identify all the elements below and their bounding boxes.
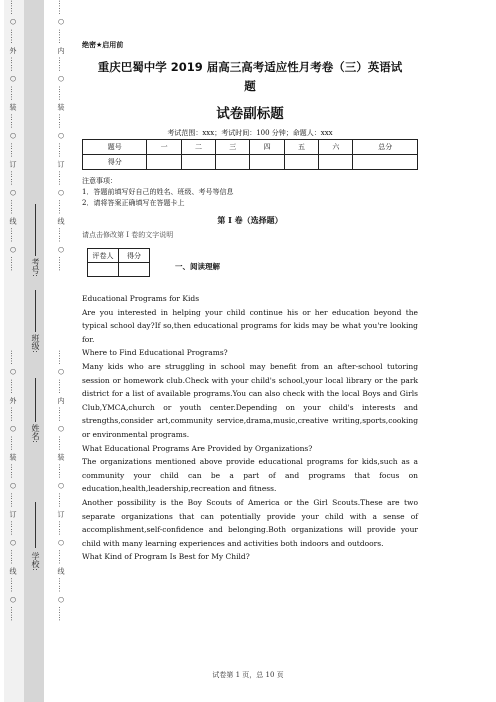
score-table-header-row	[83, 140, 418, 155]
reviewer-cell[interactable]	[88, 263, 119, 277]
passage-heading: What Educational Programs Are Provided by Organizations?	[82, 443, 313, 453]
passage-paragraph: Are you interested in helping your child continue his or her education beyond the typical school day?If so,then educational programs for kids may be what you're looking for.	[82, 307, 418, 344]
score-cell[interactable]	[216, 155, 250, 170]
exam-number-blank[interactable]	[35, 204, 36, 256]
score-header-cell: 一	[147, 140, 181, 155]
notice-block	[82, 176, 418, 209]
score-cell[interactable]	[353, 155, 418, 170]
exam-number-label: 考号:	[31, 258, 40, 277]
score-header-cell: 题号	[83, 140, 147, 155]
outer-binding-line-text: …… ○ …… 外 …… ○ …… 装 …… ○ …… 订 …… ○ …… 线 …… ○ ……	[9, 0, 17, 272]
score-table-score-row	[83, 155, 418, 170]
school-blank[interactable]	[35, 502, 36, 548]
class-blank[interactable]	[35, 290, 36, 332]
outer-binding-line-text-2: …… ○ …… 外 …… ○ …… 装 …… ○ …… 订 …… ○ …… 线 …… ○ ……	[9, 350, 17, 622]
exam-title-line1: 重庆巴蜀中学 2019 届高三高考适应性月考卷（三）英语试	[97, 60, 403, 74]
score-cell[interactable]	[284, 155, 318, 170]
inner-binding-line-text: …… ○ …… 内 …… ○ …… 装 …… ○ …… 订 …… ○ …… 线 …… ○ ……	[57, 0, 65, 272]
inner-binding-line-text-2: …… ○ …… 内 …… ○ …… 装 …… ○ …… 订 …… ○ …… 线 …… ○ ……	[57, 350, 65, 622]
score-cell[interactable]	[250, 155, 284, 170]
reading-passage	[82, 292, 418, 564]
exam-title-line2: 题	[244, 79, 256, 93]
name-label: 姓名:	[31, 424, 40, 443]
score-header-cell: 总分	[353, 140, 418, 155]
exam-subtitle: 试卷副标题	[216, 106, 284, 122]
passage-paragraph-part1: The organizations mentioned above provide educational programs for kids,such as a community your child can be a part of and programs that focus on	[82, 457, 418, 480]
reviewer-score-label: 得分	[119, 249, 150, 263]
score-cell[interactable]	[147, 155, 181, 170]
section-title: 第 I 卷（选择题）	[217, 215, 283, 225]
exam-meta: 考试范围：xxx；考试时间：100 分钟；命题人：xxx	[167, 129, 333, 137]
score-header-cell: 六	[319, 140, 353, 155]
notice-item: 2．请将答案正确填写在答题卡上	[82, 199, 185, 207]
score-cell[interactable]	[319, 155, 353, 170]
score-table	[82, 139, 418, 170]
reviewer-score-cell[interactable]	[119, 263, 150, 277]
exam-title	[82, 58, 418, 96]
part-title: 一、阅读理解	[175, 262, 220, 271]
reviewer-block	[82, 248, 418, 286]
passage-heading: Where to Find Educational Programs?	[82, 348, 228, 358]
score-header-cell: 五	[284, 140, 318, 155]
score-row-label: 得分	[83, 155, 147, 170]
school-label: 学校:	[31, 552, 40, 571]
exam-page	[82, 40, 418, 564]
passage-heading: What Kind of Program Is Best for My Child?	[82, 552, 250, 562]
score-header-cell: 三	[216, 140, 250, 155]
page-footer: 试卷第 1 页，总 10 页	[212, 671, 284, 679]
score-cell[interactable]	[181, 155, 215, 170]
section-hint: 请点击修改第 I 卷的文字说明	[82, 231, 174, 239]
name-blank[interactable]	[35, 378, 36, 422]
notice-title: 注意事项：	[82, 177, 117, 185]
passage-title: Educational Programs for Kids	[82, 294, 200, 303]
class-label: 班级:	[31, 334, 40, 353]
score-header-cell: 二	[181, 140, 215, 155]
score-header-cell: 四	[250, 140, 284, 155]
secret-label: 绝密★启用前	[82, 41, 124, 49]
passage-paragraph: Another possibility is the Boy Scouts of America or the Girl Scouts.These are two separate organizations that can potentially provide your child with a sense of accomplishment,self-confidence and belonging.Both organizations will provide your child with many learning experiences and activities both indoors and outdoors.	[82, 497, 418, 548]
reviewer-table	[87, 248, 150, 277]
notice-item: 1．答题前填写好自己的姓名、班级、考号等信息	[82, 188, 234, 196]
passage-paragraph-part2: education,health,leadership,recreation and fitness.	[82, 484, 277, 494]
passage-paragraph: Many kids who are struggling in school may benefit from an after-school tutoring session or homework club.Check with your child's school,your local library or the park district for a list of available programs.You can also check with the local Boys and Girls Club,YMCA,church or youth center.Depending on your child's interests and strengths,consider art,community service,drama,music,creative writing,sports,cooking or environmental programs.	[82, 361, 418, 439]
reviewer-label: 评卷人	[88, 249, 119, 263]
